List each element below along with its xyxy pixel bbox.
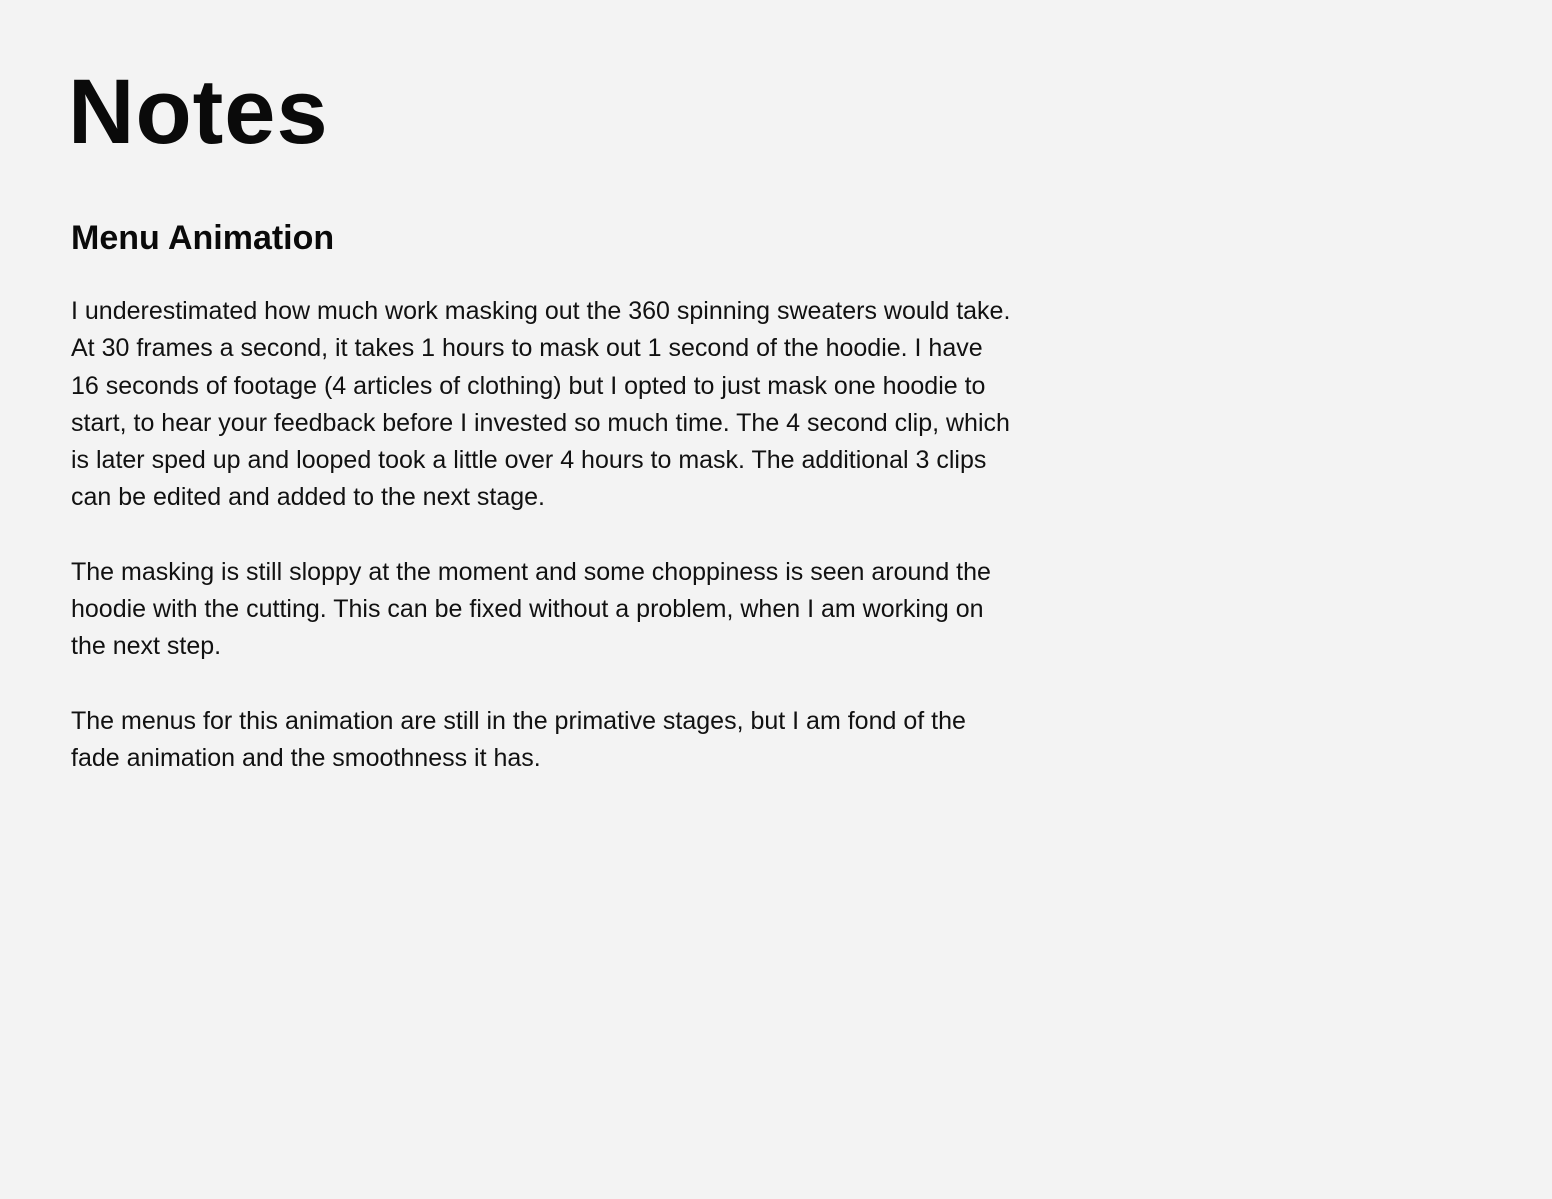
- paragraph-2: The masking is still sloppy at the moment and some choppiness is seen around the hoodie with the cutting. This can be fixed without a problem, when I am working on the next step.: [71, 557, 991, 661]
- paragraph-3: The menus for this animation are still in the primative stages, but I am fond of the fade animation and the smoothness it has.: [71, 706, 966, 772]
- section-heading: Menu Animation: [71, 219, 335, 257]
- page-title: Notes: [68, 61, 329, 163]
- notes-page: [68, 61, 1011, 777]
- paragraph-1: I underestimated how much work masking out the 360 spinning sweaters would take. At 30 frames a second, it takes 1 hours to mask out 1 second of the hoodie. I have 16 seconds of footage (4 articles of clothing) but I opted to just mask one hoodie to start, to hear your feedback before I invested so much time. The 4 second clip, which is later sped up and looped took a little over 4 hours to mask. The additional 3 clips can be edited and added to the next stage.: [71, 297, 1011, 512]
